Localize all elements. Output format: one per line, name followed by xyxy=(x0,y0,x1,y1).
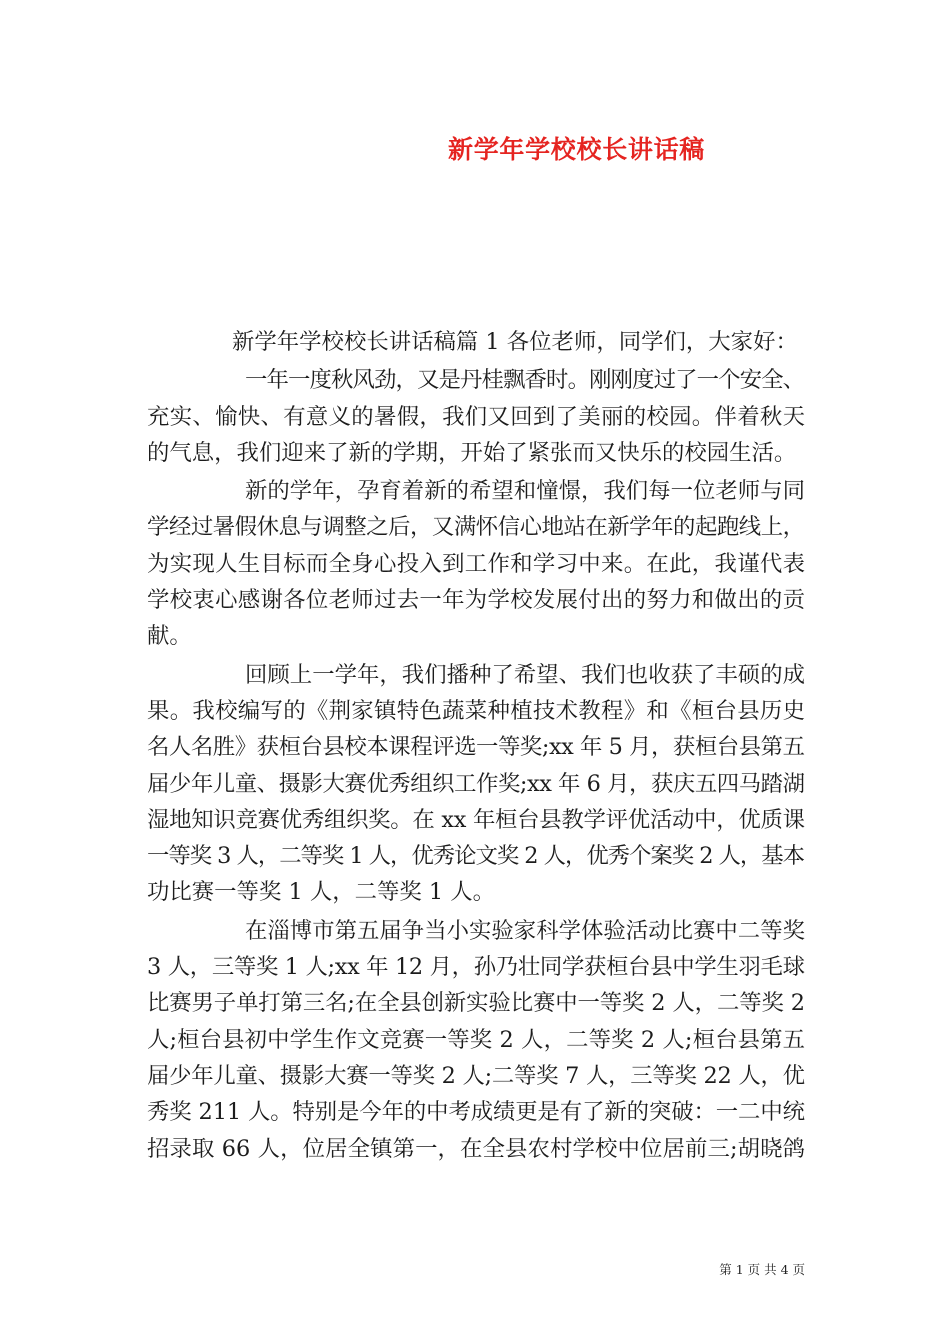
paragraph-awards xyxy=(147,913,805,1167)
text-line: 招录取 66 人，位居全镇第一，在全县农村学校中位居前三;胡晓鸽 xyxy=(147,1135,806,1162)
text-line: 学经过暑假休息与调整之后，又满怀信心地站在新学年的起跑线上， xyxy=(147,514,805,541)
document-body xyxy=(147,324,805,1167)
text-line: 果。我校编写的《荆家镇特色蔬菜种植技术教程》和《桓台县历史 xyxy=(147,697,806,724)
text-line: 名人名胜》获桓台县校本课程评选一等奖;xx 年 5 月，获桓台县第五 xyxy=(147,734,805,761)
text-line: 秀奖 211 人。特别是今年的中考成绩更是有了新的突破：一二中统 xyxy=(147,1099,805,1126)
text-line: 比赛男子单打第三名;在全县创新实验比赛中一等奖 2 人，二等奖 2 xyxy=(147,990,805,1017)
text-line: 学校衷心感谢各位老师过去一年为学校发展付出的努力和做出的贡 xyxy=(147,587,806,614)
text-line: 人;桓台县初中学生作文竞赛一等奖 2 人，二等奖 2 人;桓台县第五 xyxy=(147,1026,806,1053)
text-line: 功比赛一等奖 1 人，二等奖 1 人。 xyxy=(147,879,496,906)
text-line: 新的学年，孕育着新的希望和憧憬，我们每一位老师与同 xyxy=(245,478,806,505)
text-line: 一等奖 3 人，二等奖 1 人，优秀论文奖 2 人，优秀个案奖 2 人，基本 xyxy=(147,843,804,870)
text-line: 届少年儿童、摄影大赛优秀组织工作奖;xx 年 6 月，获庆五四马踏湖 xyxy=(147,770,805,797)
page-number: 第 1 页 共 4 页 xyxy=(719,1262,805,1277)
paragraph-new-year xyxy=(147,473,805,654)
text-line: 献。 xyxy=(147,623,192,650)
text-line: 充实、愉快、有意义的暑假，我们又回到了美丽的校园。伴着秋天 xyxy=(147,403,806,430)
text-line: 为实现人生目标而全身心投入到工作和学习中来。在此，我谨代表 xyxy=(147,550,806,577)
paragraph-opening xyxy=(147,362,805,471)
text-line: 回顾上一学年，我们播种了希望、我们也收获了丰硕的成 xyxy=(245,661,806,688)
paragraph-review xyxy=(147,657,805,911)
document-title: 新学年学校校长讲话稿 xyxy=(448,135,706,164)
text-line: 届少年儿童、摄影大赛一等奖 2 人;二等奖 7 人，三等奖 22 人，优 xyxy=(147,1062,805,1089)
text-line: 一年一度秋风劲，又是丹桂飘香时。刚刚度过了一个安全、 xyxy=(245,367,805,394)
paragraph-greeting xyxy=(147,324,805,360)
text-line: 3 人，三等奖 1 人;xx 年 12 月，孙乃壮同学获桓台县中学生羽毛球 xyxy=(147,954,805,981)
text-line: 的气息，我们迎来了新的学期，开始了紧张而又快乐的校园生活。 xyxy=(147,439,797,466)
text-line: 在淄博市第五届争当小实验家科学体验活动比赛中二等奖 xyxy=(245,917,806,944)
text-line: 新学年学校校长讲话稿篇 1 各位老师，同学们，大家好： xyxy=(232,329,798,355)
text-line: 湿地知识竞赛优秀组织奖。在 xx 年桓台县教学评优活动中，优质课 xyxy=(147,806,805,833)
